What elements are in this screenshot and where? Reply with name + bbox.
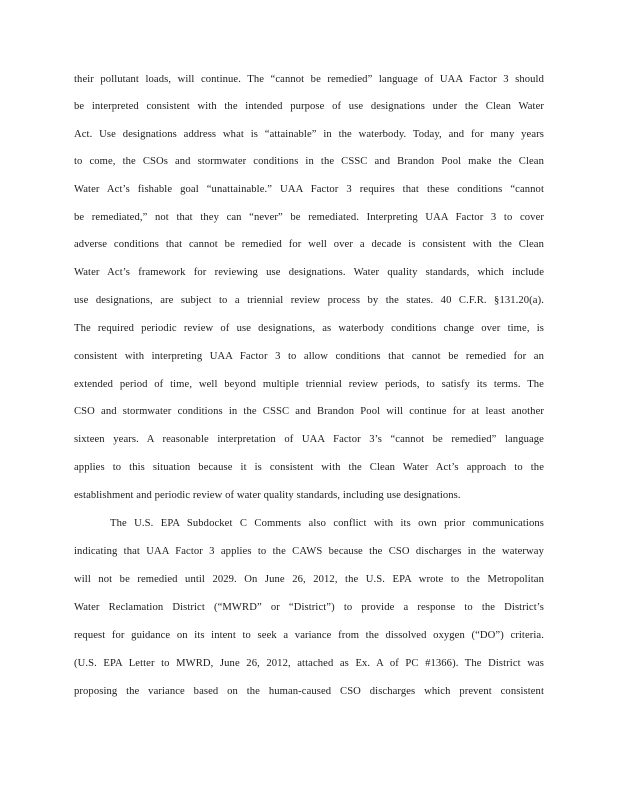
text-line: use designations, are subject to a triennial review process by the states. 40 C.F.R. §131.20(a). bbox=[74, 295, 544, 306]
text-line: applies to this situation because it is consistent with the Clean Water Act’s approach to the bbox=[74, 462, 544, 473]
text-line: proposing the variance based on the human-caused CSO discharges which prevent consistent bbox=[74, 686, 544, 697]
text-line: Water Reclamation District (“MWRD” or “District”) to provide a response to the District’s bbox=[74, 602, 544, 613]
text-line: Water Act’s fishable goal “unattainable.” UAA Factor 3 requires that these conditions “cannot bbox=[74, 184, 544, 195]
text-line: Act. Use designations address what is “attainable” in the waterbody. Today, and for many years bbox=[74, 129, 544, 140]
text-line: CSO and stormwater conditions in the CSSC and Brandon Pool will continue for at least another bbox=[74, 406, 544, 417]
text-line: establishment and periodic review of water quality standards, including use designations. bbox=[74, 490, 461, 501]
text-line: sixteen years. A reasonable interpretation of UAA Factor 3’s “cannot be remedied” language bbox=[74, 434, 544, 445]
text-line: indicating that UAA Factor 3 applies to the CAWS because the CSO discharges in the waterway bbox=[74, 546, 544, 557]
text-line: Water Act’s framework for reviewing use designations. Water quality standards, which include bbox=[74, 267, 544, 278]
text-line: request for guidance on its intent to seek a variance from the dissolved oxygen (“DO”) criteria. bbox=[74, 630, 544, 641]
text-line: extended period of time, well beyond multiple triennial review periods, to satisfy its terms. The bbox=[74, 379, 544, 390]
text-line: be remediated,” not that they can “never” be remediated. Interpreting UAA Factor 3 to cover bbox=[74, 212, 544, 223]
text-line: consistent with interpreting UAA Factor 3 to allow conditions that cannot be remedied for an bbox=[74, 351, 544, 362]
text-line: (U.S. EPA Letter to MWRD, June 26, 2012, attached as Ex. A of PC #1366). The District was bbox=[74, 658, 544, 669]
text-line: The required periodic review of use designations, as waterbody conditions change over time, is bbox=[74, 323, 544, 334]
text-line: The U.S. EPA Subdocket C Comments also conflict with its own prior communications bbox=[110, 518, 544, 529]
text-line: their pollutant loads, will continue. The “cannot be remedied” language of UAA Factor 3 should bbox=[74, 74, 544, 85]
text-line: will not be remedied until 2029. On June 26, 2012, the U.S. EPA wrote to the Metropolitan bbox=[74, 574, 544, 585]
text-line: adverse conditions that cannot be remedied for well over a decade is consistent with the Clean bbox=[74, 239, 544, 250]
text-line: to come, the CSOs and stormwater conditions in the CSSC and Brandon Pool make the Clean bbox=[74, 156, 544, 167]
text-line: be interpreted consistent with the intended purpose of use designations under the Clean Water bbox=[74, 101, 544, 112]
